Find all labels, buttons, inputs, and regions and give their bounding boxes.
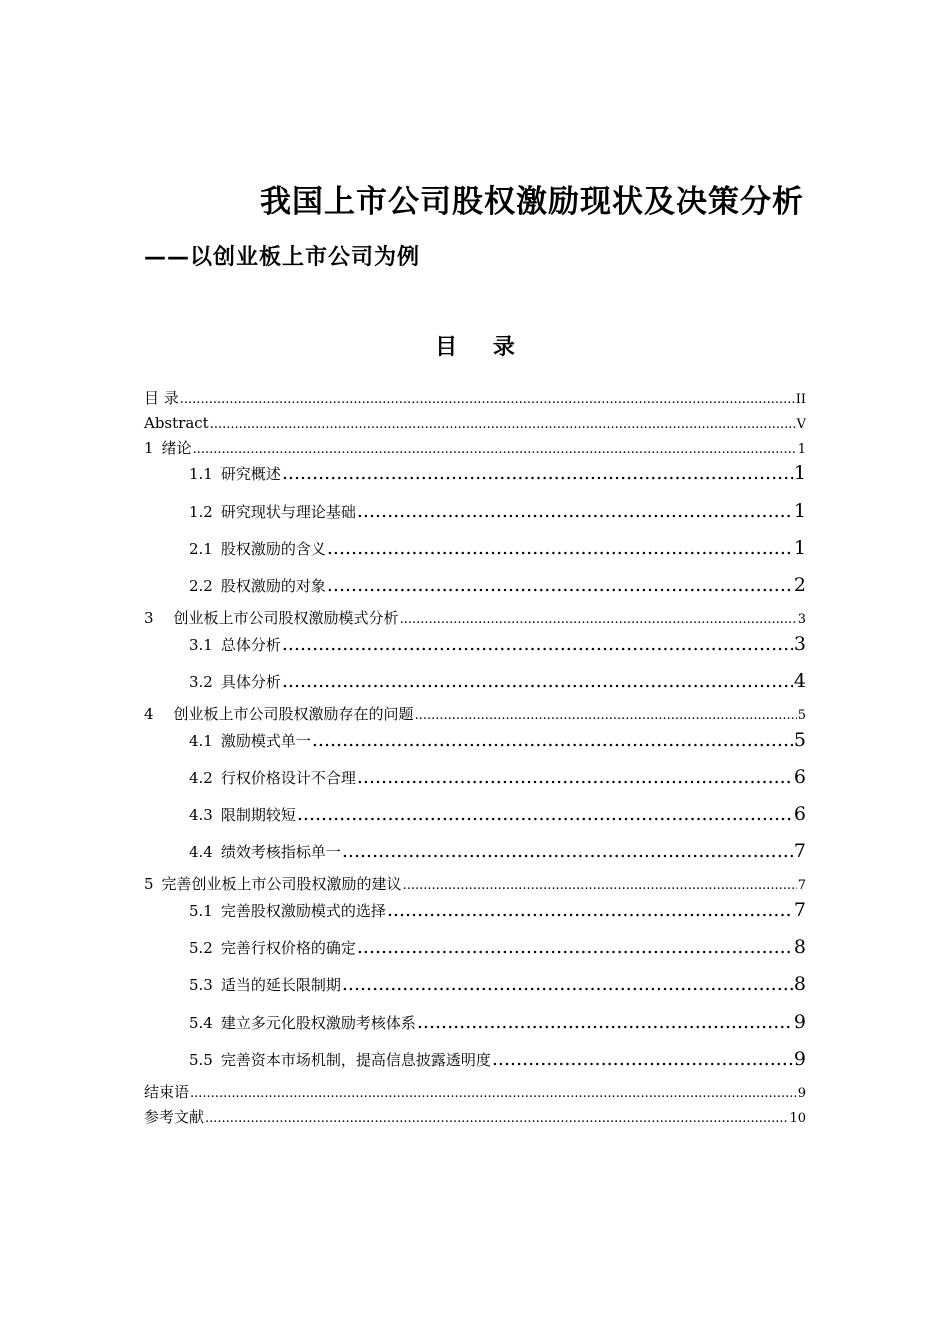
toc-entry-number: 2.2 — [189, 576, 213, 595]
toc-entry-text: 总体分析 — [220, 635, 281, 654]
table-of-contents — [144, 386, 806, 1129]
toc-dot-leader — [205, 1107, 788, 1132]
toc-entry-label — [144, 411, 209, 436]
toc-entry-text: 完善股权激励模式的选择 — [220, 902, 386, 921]
toc-entry-text: 目 录 — [144, 389, 179, 407]
toc-entry-number: 4.1 — [189, 731, 213, 750]
toc-dot-leader — [282, 668, 793, 694]
toc-dot-leader — [417, 1009, 793, 1035]
toc-entry-number: 4.2 — [189, 768, 213, 787]
toc-dot-leader — [193, 438, 797, 463]
toc-entry-page: 5 — [797, 707, 806, 723]
toc-entry-text: 适当的延长限制期 — [220, 976, 341, 995]
toc-entry[interactable] — [144, 727, 806, 764]
toc-entry-page: 1 — [793, 536, 806, 559]
toc-entry-page: 1 — [793, 462, 806, 485]
toc-entry-page: 6 — [793, 803, 806, 826]
toc-dot-leader — [403, 874, 797, 899]
toc-entry[interactable] — [144, 702, 806, 727]
toc-entry-page: 9 — [793, 1010, 806, 1033]
toc-entry-label — [189, 461, 281, 487]
toc-entry-page: 4 — [793, 669, 806, 692]
toc-entry-number: 3.1 — [189, 635, 213, 654]
toc-entry-label — [189, 839, 341, 865]
toc-entry[interactable] — [144, 535, 806, 572]
toc-entry-page: 3 — [797, 611, 806, 627]
title-subtitle: ——以创业板上市公司为例 — [144, 245, 421, 270]
toc-entry-page: 5 — [793, 728, 806, 751]
toc-dot-leader — [492, 1046, 793, 1072]
toc-entry-text: 创业板上市公司股权激励模式分析 — [173, 608, 399, 627]
toc-entry-page: 1 — [793, 499, 806, 522]
toc-entry-label — [189, 573, 326, 599]
toc-dot-leader — [342, 971, 793, 997]
toc-entry-text: 建立多元化股权激励考核体系 — [220, 1013, 416, 1032]
toc-entry-label — [189, 669, 281, 695]
toc-entry-number: 5 — [144, 875, 154, 894]
toc-entry-text: 股权激励的对象 — [220, 576, 326, 595]
toc-entry-number: 5.5 — [189, 1050, 213, 1069]
toc-dot-leader — [282, 631, 793, 657]
toc-entry[interactable] — [144, 897, 806, 934]
toc-entry-label — [144, 702, 414, 727]
toc-entry-text: 创业板上市公司股权激励存在的问题 — [173, 704, 414, 723]
toc-dot-leader — [210, 413, 796, 438]
toc-entry-label — [189, 536, 326, 562]
toc-dot-leader — [297, 801, 793, 827]
toc-dot-leader — [327, 535, 793, 561]
toc-entry-text: 股权激励的含义 — [220, 539, 326, 558]
toc-entry[interactable] — [144, 572, 806, 606]
toc-entry[interactable] — [144, 498, 806, 535]
toc-entry-text: 绪论 — [161, 438, 192, 457]
toc-entry-label — [189, 972, 341, 998]
toc-entry-text: 限制期较短 — [220, 806, 296, 825]
toc-entry-label — [144, 1105, 204, 1130]
toc-entry-page: 9 — [797, 1085, 806, 1101]
toc-entry-label — [189, 728, 311, 754]
toc-entry[interactable] — [144, 411, 806, 436]
toc-entry[interactable] — [144, 838, 806, 872]
toc-entry-text: 完善行权价格的确定 — [220, 939, 356, 958]
toc-entry-number: 4 — [144, 704, 154, 723]
toc-entry-text: 参考文献 — [144, 1107, 205, 1126]
toc-entry[interactable] — [144, 1080, 806, 1105]
toc-entry-label — [189, 632, 281, 658]
toc-dot-leader — [415, 704, 797, 729]
toc-entry-number: 1.2 — [189, 502, 213, 521]
toc-entry-text: 激励模式单一 — [220, 731, 311, 750]
toc-entry-text: 绩效考核指标单一 — [220, 843, 341, 862]
toc-entry[interactable] — [144, 872, 806, 897]
toc-dot-leader — [387, 897, 793, 923]
toc-entry-number: 5.1 — [189, 902, 213, 921]
toc-entry-label — [144, 606, 399, 631]
toc-entry-label — [189, 802, 296, 828]
toc-dot-leader — [357, 764, 793, 790]
toc-entry-page: 6 — [793, 765, 806, 788]
toc-entry-number: 1 — [144, 438, 154, 457]
toc-entry-page: V — [796, 416, 806, 432]
toc-entry-text: 研究概述 — [220, 465, 281, 484]
toc-entry[interactable] — [144, 668, 806, 702]
toc-entry-label — [189, 499, 356, 525]
toc-dot-leader — [357, 498, 793, 524]
toc-dot-leader — [190, 1082, 797, 1107]
toc-entry-text: 完善资本市场机制，提高信息披露透明度 — [220, 1050, 491, 1069]
toc-dot-leader — [327, 572, 793, 598]
toc-heading: 目 录 — [435, 335, 529, 360]
toc-entry-number: 1.1 — [189, 465, 213, 484]
toc-entry[interactable] — [144, 386, 806, 411]
toc-entry-label — [144, 436, 192, 461]
toc-entry-text: 具体分析 — [220, 672, 281, 691]
toc-entry-text: 完善创业板上市公司股权激励的建议 — [161, 875, 402, 894]
toc-entry[interactable] — [144, 801, 806, 838]
toc-entry[interactable] — [144, 934, 806, 971]
toc-entry-page: II — [795, 392, 806, 407]
toc-entry-number: 3.2 — [189, 672, 213, 691]
toc-entry[interactable] — [144, 460, 806, 497]
toc-entry-number: 5.2 — [189, 939, 213, 958]
toc-entry[interactable] — [144, 436, 806, 461]
toc-entry-text: 结束语 — [144, 1082, 190, 1101]
toc-entry[interactable] — [144, 764, 806, 801]
toc-entry-text: 研究现状与理论基础 — [220, 502, 356, 521]
toc-entry-page: 8 — [793, 936, 806, 959]
toc-entry[interactable] — [144, 1105, 806, 1130]
toc-entry-page: 10 — [789, 1110, 806, 1126]
toc-entry[interactable] — [144, 1046, 806, 1080]
toc-entry-label — [144, 386, 179, 411]
toc-entry-text: 行权价格设计不合理 — [220, 768, 356, 787]
toc-entry-number: 3 — [144, 608, 154, 627]
toc-entry-label — [144, 1080, 189, 1105]
toc-entry-number: 4.3 — [189, 806, 213, 825]
toc-entry-page: 1 — [797, 441, 806, 457]
toc-entry[interactable] — [144, 631, 806, 668]
toc-entry-number: 4.4 — [189, 843, 213, 862]
toc-entry[interactable] — [144, 971, 806, 1008]
toc-dot-leader — [282, 460, 793, 486]
toc-dot-leader — [357, 934, 793, 960]
toc-entry-number: 5.4 — [189, 1013, 213, 1032]
toc-entry-page: 9 — [793, 1047, 806, 1070]
toc-entry-label — [189, 765, 356, 791]
toc-entry-text: Abstract — [144, 413, 209, 432]
title-main: 我国上市公司股权激励现状及决策分析 — [260, 184, 804, 220]
toc-entry-page: 7 — [797, 878, 806, 894]
toc-entry-label — [144, 872, 402, 897]
toc-entry[interactable] — [144, 1009, 806, 1046]
toc-entry-label — [189, 1047, 491, 1073]
toc-entry-page: 3 — [793, 632, 806, 655]
toc-entry-page: 8 — [793, 973, 806, 996]
toc-entry-label — [189, 898, 386, 924]
toc-dot-leader — [180, 388, 795, 413]
toc-entry-label — [189, 1010, 416, 1036]
toc-entry-number: 5.3 — [189, 976, 213, 995]
toc-dot-leader — [400, 608, 797, 633]
toc-dot-leader — [342, 838, 793, 864]
toc-dot-leader — [312, 727, 793, 753]
toc-entry[interactable] — [144, 606, 806, 631]
toc-entry-page: 7 — [793, 899, 806, 922]
toc-entry-number: 2.1 — [189, 539, 213, 558]
toc-entry-label — [189, 935, 356, 961]
document-title — [144, 176, 806, 284]
toc-entry-page: 7 — [793, 840, 806, 863]
toc-entry-page: 2 — [793, 573, 806, 596]
